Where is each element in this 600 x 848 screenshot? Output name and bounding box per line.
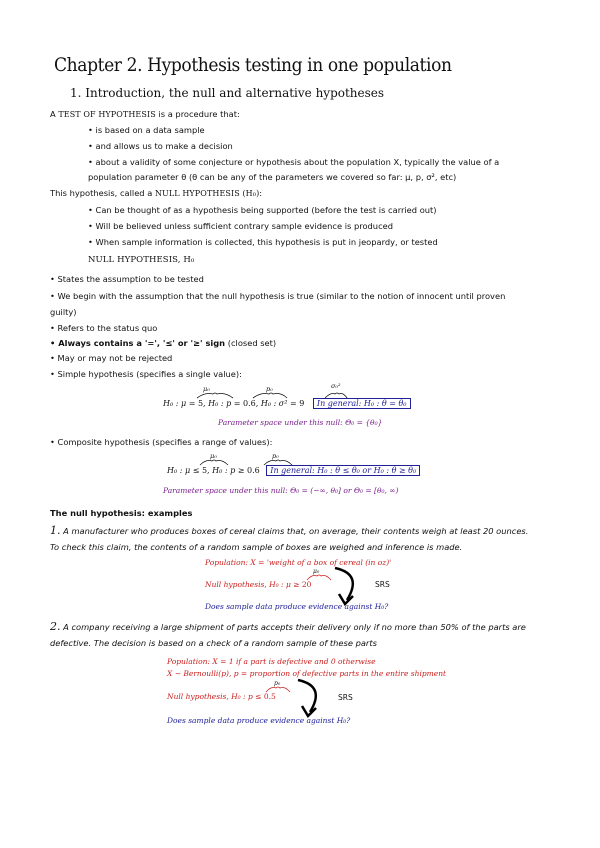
overbrace-label: σ₀² bbox=[331, 382, 341, 390]
overbrace-label: p₀ bbox=[266, 385, 273, 393]
overbrace bbox=[200, 460, 228, 465]
null-point: • Refers to the status quo bbox=[50, 323, 158, 333]
overbrace bbox=[197, 393, 233, 398]
example1-line1 bbox=[50, 525, 528, 537]
section-title: 1. Introduction, the null and alternative hypotheses bbox=[70, 86, 385, 100]
overbrace-label: μ₀ bbox=[203, 385, 210, 393]
overbrace-label: p₀ bbox=[274, 680, 281, 687]
example1-null bbox=[205, 580, 311, 589]
example2-population1: Population: X = 1 if a part is defective and 0 otherwise bbox=[167, 657, 376, 666]
intro-prefix: A bbox=[50, 109, 59, 119]
example-text: A manufacturer who produces boxes of cereal claims that, on average, their contents weigh at least 20 ounces. bbox=[63, 526, 529, 536]
overbrace-label: p₀ bbox=[272, 452, 279, 460]
intro-line bbox=[50, 108, 240, 121]
formula-part: H₀ : μ ≤ bbox=[167, 466, 202, 475]
formula-part: , H₀ : p ≥ bbox=[207, 466, 248, 475]
overbrace bbox=[253, 393, 287, 398]
intro-bullet: • and allows us to make a decision bbox=[88, 141, 233, 151]
example1-question: Does sample data produce evidence against H₀? bbox=[205, 602, 389, 611]
example1-line2: To check this claim, the contents of a random sample of boxes are weighed and inference is made. bbox=[50, 542, 463, 552]
intro-bullet: • is based on a data sample bbox=[88, 125, 205, 135]
general-form-box: In general: H₀ : θ ≤ θ₀ or H₀ : θ ≥ θ₀ bbox=[266, 465, 420, 476]
always-contains-rest: (closed set) bbox=[225, 338, 277, 348]
example-number: 1. bbox=[50, 524, 61, 537]
null-label: Null hypothesis, H₀ : μ ≥ bbox=[205, 580, 302, 589]
formula-value: 0.6 bbox=[247, 466, 260, 475]
intro-bullet: • about a validity of some conjecture or hypothesis about the population X, typically the value of a bbox=[88, 157, 500, 167]
null-intro-suffix: : bbox=[259, 188, 263, 198]
term-null-hypothesis: NULL HYPOTHESIS (H₀) bbox=[154, 189, 260, 198]
srs-label: SRS bbox=[338, 693, 353, 702]
curved-arrow-shaft bbox=[298, 680, 316, 712]
composite-label: • Composite hypothesis (specifies a range of values): bbox=[50, 437, 273, 447]
null-intro-bullet: • Can be thought of as a hypothesis being supported (before the test is carried out) bbox=[88, 205, 437, 215]
null-intro-prefix: This hypothesis, called a bbox=[50, 188, 155, 198]
term-test-of-hypothesis: TEST OF HYPOTHESIS bbox=[58, 110, 156, 119]
example-number: 2. bbox=[50, 620, 61, 633]
chapter-title: Chapter 2. Hypothesis testing in one population bbox=[54, 54, 452, 76]
general-form-box: In general: H₀ : θ = θ₀ bbox=[313, 398, 411, 409]
null-point: • May or may not be rejected bbox=[50, 353, 173, 363]
composite-hypothesis-formula bbox=[167, 466, 420, 475]
null-point: • We begin with the assumption that the null hypothesis is true (similar to the notion of innocent until proven bbox=[50, 291, 506, 301]
parameter-space-composite: Parameter space under this null: Θ₀ = (−∞, θ₀] or Θ₀ = [θ₀, ∞) bbox=[163, 486, 399, 495]
null-intro-bullet: • When sample information is collected, this hypothesis is put in jeopardy, or tested bbox=[88, 237, 438, 247]
curved-arrow-shaft bbox=[335, 568, 353, 600]
example2-question: Does sample data produce evidence against H₀? bbox=[167, 716, 351, 725]
examples-heading: The null hypothesis: examples bbox=[50, 508, 193, 518]
null-point: • States the assumption to be tested bbox=[50, 274, 204, 284]
example2-line2: defective. The decision is based on a check of a random sample of these parts bbox=[50, 638, 377, 648]
formula-part: , H₀ : σ² = bbox=[255, 399, 300, 408]
example2-line1 bbox=[50, 621, 526, 633]
null-label: Null hypothesis, H₀ : p ≤ bbox=[167, 692, 264, 701]
example1-population: Population: X = 'weight of a box of cereal (in oz)' bbox=[205, 558, 392, 567]
null-value: 20 bbox=[301, 580, 312, 589]
null-point: guilty) bbox=[50, 307, 77, 317]
null-intro-line bbox=[50, 187, 262, 200]
formula-value: 5 bbox=[201, 466, 208, 475]
null-intro-bullet: • Will be believed unless sufficient contrary sample evidence is produced bbox=[88, 221, 394, 231]
null-point-always bbox=[50, 337, 276, 349]
formula-value: 5 bbox=[197, 399, 204, 408]
always-contains-bold: • Always contains a '=', '≤' or '≥' sign bbox=[50, 338, 226, 348]
example2-null bbox=[167, 692, 276, 701]
null-value: 0.5 bbox=[263, 692, 276, 701]
formula-part: H₀ : μ = bbox=[163, 399, 198, 408]
intro-bullet: population parameter θ (θ can be any of the parameters we covered so far: μ, p, σ², etc) bbox=[88, 172, 457, 182]
formula-value: 9 bbox=[299, 399, 305, 408]
curved-arrow bbox=[288, 676, 328, 720]
parameter-space-simple: Parameter space under this null: Θ₀ = {θ₀} bbox=[218, 418, 383, 427]
null-heading: NULL HYPOTHESIS, H₀ bbox=[88, 255, 195, 265]
overbrace-label: μ₀ bbox=[313, 568, 320, 575]
example2-population2: X ∼ Bernoulli(p), p = proportion of defective parts in the entire shipment bbox=[167, 669, 447, 678]
example-text: A company receiving a large shipment of parts accepts their delivery only if no more than 50% of the parts are bbox=[63, 622, 526, 632]
overbrace-label: μ₀ bbox=[210, 452, 217, 460]
simple-hypothesis-formula bbox=[163, 399, 411, 408]
null-point: • Simple hypothesis (specifies a single value): bbox=[50, 369, 242, 379]
intro-suffix: is a procedure that: bbox=[155, 109, 240, 119]
formula-value: 0.6 bbox=[243, 399, 256, 408]
formula-part: , H₀ : p = bbox=[203, 399, 244, 408]
srs-label: SRS bbox=[375, 580, 390, 589]
